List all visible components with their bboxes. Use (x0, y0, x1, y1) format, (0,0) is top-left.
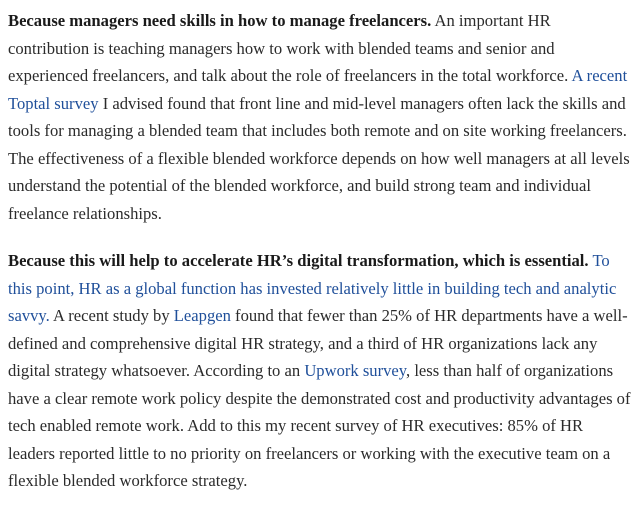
paragraph-heading: Because this will help to accelerate HR’s digital transformation, which is essential. (8, 251, 589, 270)
paragraph-text: An important HR contribution is teaching managers how to work with blended teams and senior and experienced freelancers, and talk about the role of freelancers in the total workforce. (8, 11, 572, 85)
upwork-survey-link[interactable]: Upwork survey (304, 361, 407, 380)
leapgen-link[interactable]: Leapgen (173, 306, 231, 325)
article-body (8, 7, 632, 495)
paragraph-digital-transformation (8, 247, 632, 495)
paragraph-managers-skills (8, 7, 632, 227)
toptal-survey-link[interactable]: A recent Toptal survey (8, 66, 628, 113)
paragraph-text: found that fewer than 25% of HR departments have a well-defined and comprehensive digital HR strategy, and a third of HR organizations lack any digital strategy whatsoever. According to an (8, 306, 628, 380)
paragraph-text: A recent study by (49, 306, 174, 325)
paragraph-text: , less than half of organizations have a clear remote work policy despite the demonstrated cost and productivity advantages of tech enabled remote work. Add to this my recent survey of HR executives: 85% of HR leaders reported little to no priority on freelancers or working with the executive team on a flexible blended workforce strategy. (8, 361, 631, 490)
hr-tech-investment-link[interactable]: To this point, HR as a global function has invested relatively little in building tech and analytic savvy. (8, 251, 617, 325)
paragraph-text: I advised found that front line and mid-level managers often lack the skills and tools for managing a blended team that includes both remote and on site working freelancers. The effectiveness of a flexible blended workforce depends on how well managers at all levels understand the potential of the blended workforce, and build strong team and individual freelance relationships. (8, 93, 630, 223)
paragraph-heading: Because managers need skills in how to manage freelancers. (8, 11, 432, 30)
